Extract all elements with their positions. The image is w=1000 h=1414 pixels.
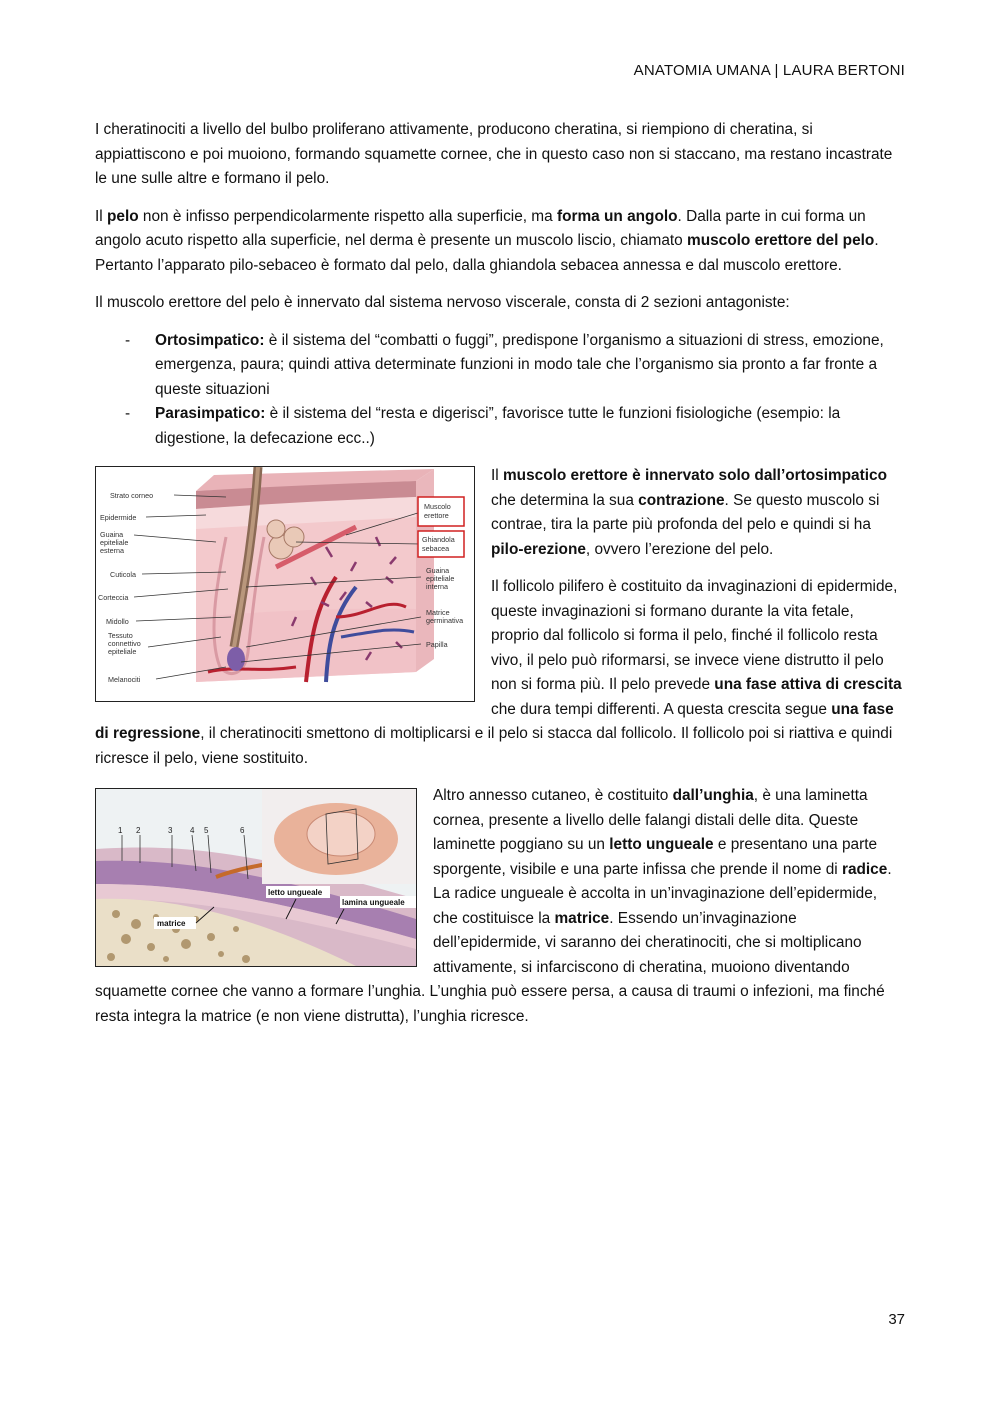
bold-term: una fase di regressione — [95, 700, 894, 742]
page-content — [95, 118, 905, 1042]
bold-term: pilo-erezione — [491, 540, 586, 558]
label-matrice-nail: matrice — [157, 919, 186, 928]
nail-illustration — [96, 789, 416, 966]
text-span: , ovvero l’erezione del pelo. — [585, 540, 774, 558]
label-guaina-esterna: epiteliale — [100, 538, 129, 547]
bold-term: letto ungueale — [609, 836, 714, 853]
page-header: ANATOMIA UMANA | LAURA BERTONI — [633, 62, 905, 79]
bold-term: radice — [841, 860, 888, 878]
text-span: . Pertanto l’apparato pilo-sebaceo è formato dal pelo, dalla ghiandola sebacea annessa e dal muscolo erettore. — [95, 232, 879, 274]
text-span: che dura tempi differenti. A questa crescita segue — [491, 700, 832, 718]
label-guaina-esterna: Guaina — [100, 530, 124, 539]
label-ghiandola: Ghiandola — [422, 535, 455, 544]
label-tessuto: epiteliale — [108, 647, 137, 656]
list-dash: - — [125, 405, 131, 422]
nail-number-6: 6 — [240, 826, 245, 835]
label-corteccia: Corteccia — [98, 593, 129, 602]
label-guaina-interna: interna — [426, 582, 448, 591]
label-matrice: Matrice — [426, 608, 450, 617]
nail-number-3: 3 — [168, 826, 173, 835]
text-span: . Essendo un’invaginazione dell’epidermide, vi saranno dei cheratinociti, che si moltiplicano attivamente, si infarciscono di cheratina, muoiono diventando squamette cornee che vanno a formare l’unghia. L’unghia può essere persa, a causa di traumi o infezioni, ma finché resta integra la matrice (e non viene distrutta), l’unghia ricresce. — [95, 909, 885, 1025]
list-item-ortosimpatico — [95, 329, 905, 403]
list-text: è il sistema del “combatti o fuggi”, predispone l’organismo a situazioni di stress, emozione, emergenza, paura; quindi attiva determinate funzioni in modo tale che l’organismo sia pronto a far fronte a queste situazioni — [155, 331, 884, 398]
list-item-parasimpatico — [95, 402, 905, 451]
text-span: Il — [95, 207, 107, 225]
bold-term: matrice — [554, 909, 610, 927]
page-number: 37 — [888, 1311, 905, 1328]
text-span: Il follicolo pilifero è costituito da invaginazioni di epidermide, queste invaginazioni si formano durante la vita fetale, proprio dal follicolo si forma il pelo, finché il follicolo resta vivo, il pelo può riformarsi, se invece viene distrutto il pelo non si forma più. Il pelo prevede — [491, 578, 898, 693]
label-epidermide: Epidermide — [100, 513, 137, 522]
label-strato-corneo: Strato corneo — [110, 491, 154, 500]
label-papilla: Papilla — [426, 640, 448, 649]
list-term: Parasimpatico: — [155, 405, 266, 422]
nail-number-5: 5 — [204, 826, 209, 835]
label-guaina-interna: epiteliale — [426, 574, 455, 583]
text-span: Il — [491, 467, 503, 484]
label-ghiandola: sebacea — [422, 544, 450, 553]
text-span: , è una laminetta cornea, presente a livello delle falangi distali delle dita. Queste laminette poggiano su un — [433, 787, 868, 853]
bold-term: forma un angolo — [556, 207, 678, 225]
label-tessuto: Tessuto — [108, 631, 133, 640]
label-muscolo-erettore: Muscolo — [424, 502, 451, 511]
antagonist-list — [95, 329, 905, 452]
hair-follicle-illustration — [96, 467, 474, 701]
label-lamina-ungueale: lamina ungueale — [342, 898, 405, 907]
nail-number-2: 2 — [136, 826, 141, 835]
label-melanociti: Melanociti — [108, 675, 141, 684]
label-matrice: germinativa — [426, 616, 464, 625]
label-tessuto: connettivo — [108, 639, 141, 648]
text-span: e presentano una parte sporgente, visibile e una parte infissa che prende il nome di — [433, 836, 878, 878]
nail-number-1: 1 — [118, 826, 123, 835]
bold-term: dall’unghia — [672, 787, 754, 804]
bold-term: contrazione — [638, 491, 725, 509]
label-cuticola: Cuticola — [110, 570, 136, 579]
bold-term: muscolo erettore è innervato solo dall’ortosimpatico — [502, 467, 887, 484]
paragraph-cheratinociti: I cheratinociti a livello del bulbo proliferano attivamente, producono cheratina, si riempiono di cheratina, si appiattiscono e poi muoiono, formando squamette cornee, che in questo caso non si staccano, ma restano incastrate le une sulle altre e formano il pelo. — [95, 121, 893, 187]
nail-number-4: 4 — [190, 826, 195, 835]
label-guaina-esterna: esterna — [100, 546, 124, 555]
label-midollo: Midollo — [106, 617, 129, 626]
paragraph-muscolo-erettore: Il muscolo erettore del pelo è innervato dal sistema nervoso viscerale, consta di 2 sezioni antagoniste: — [95, 294, 790, 311]
bold-term: muscolo erettore del pelo — [687, 232, 875, 249]
hair-follicle-figure — [95, 466, 475, 702]
text-span: che determina la sua — [491, 491, 639, 509]
label-letto-ungueale: letto ungueale — [268, 888, 323, 897]
bold-term: pelo — [106, 207, 139, 225]
list-dash: - — [125, 331, 131, 349]
label-muscolo-erettore: erettore — [424, 511, 449, 520]
text-span: Altro annesso cutaneo, è costituito — [433, 787, 673, 804]
nail-figure — [95, 788, 417, 967]
list-term: Ortosimpatico: — [155, 331, 265, 349]
text-span: non è infisso perpendicolarmente rispetto alla superficie, ma — [138, 207, 557, 225]
text-span: . La radice ungueale è accolta in un’invaginazione dell’epidermide, che costituisce la — [433, 860, 892, 927]
text-span: . Dalla parte in cui forma un angolo acuto rispetto alla superficie, nel derma è presente un muscolo liscio, chiamato — [95, 207, 866, 249]
list-text: è il sistema del “resta e digerisci”, favorisce tutte le funzioni fisiologiche (esempio: la digestione, la defecazione ecc..) — [155, 405, 841, 447]
paragraph-pelo — [95, 205, 905, 279]
text-span: . Se questo muscolo si contrae, tira la parte più profonda del pelo e quindi si ha — [491, 491, 880, 533]
label-guaina-interna: Guaina — [426, 566, 450, 575]
bold-term: una fase attiva di crescita — [714, 676, 902, 693]
text-span: , il cheratinociti smettono di moltiplicarsi e il pelo si stacca dal follicolo. Il follicolo poi si riattiva e quindi ricresce il pelo, viene sostituito. — [95, 725, 893, 767]
